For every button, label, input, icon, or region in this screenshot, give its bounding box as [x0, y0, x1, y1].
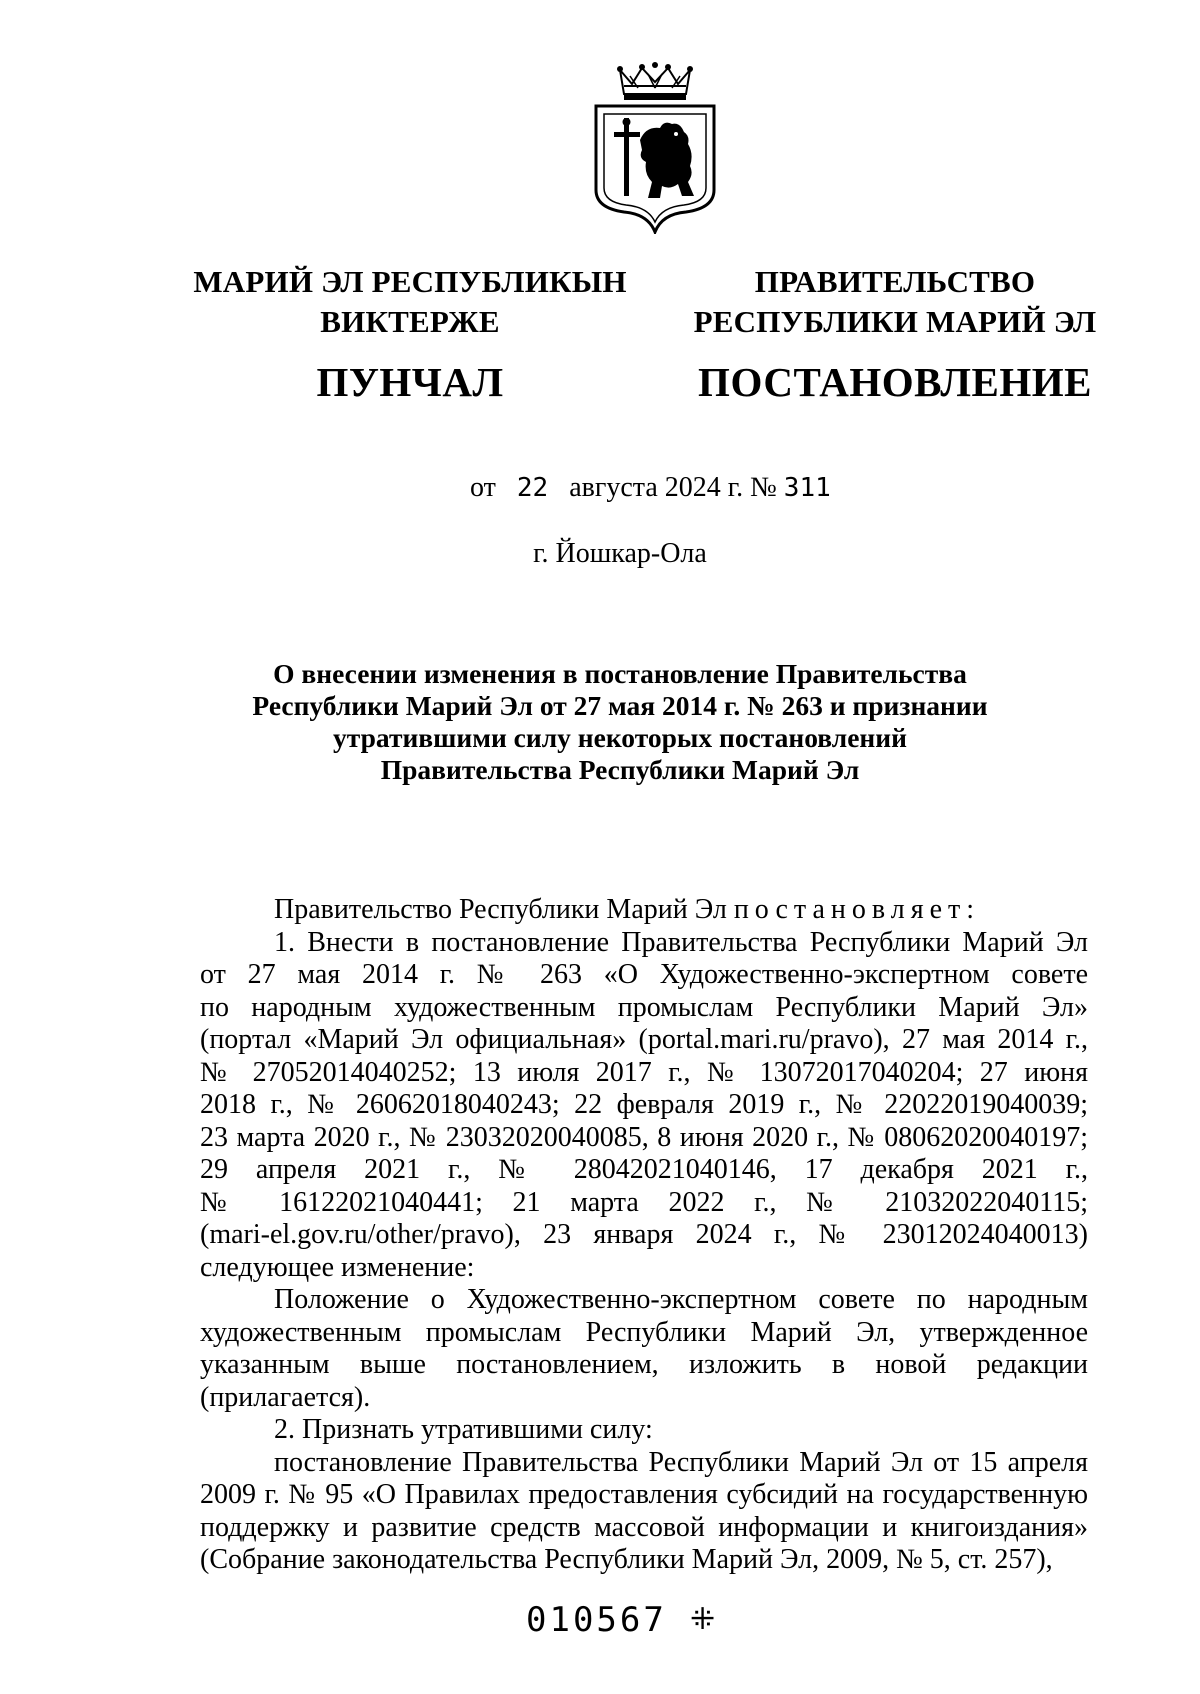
title-line: Республики Марий Эл от 27 мая 2014 г. № 263 и признании	[252, 690, 988, 721]
date-prefix: от	[470, 472, 496, 503]
item1-line: (mari-el.gov.ru/other/pravo), 23 января 2024 г., № 23012024040013)	[200, 1219, 1088, 1250]
document-number: 311	[783, 473, 831, 503]
date-day: 22	[516, 473, 549, 503]
intro-text: Правительство Республики Марий Эл	[274, 894, 727, 925]
item2-heading: 2. Признать утратившими силу:	[274, 1414, 653, 1445]
header-right-line1: ПРАВИТЕЛЬСТВО	[754, 264, 1036, 299]
item1-line: № 16122021040441; 21 марта 2022 г., № 21032022040115;	[200, 1186, 1088, 1218]
item1-line: следующее изменение:	[200, 1251, 475, 1283]
item1-text: Положение о Художественно-экспертном совете по народным художественным промыслам Республики Марий Эл, утвержденное указанным выше постановлением, изложить в новой редакции (прилагается).	[200, 1284, 1088, 1413]
date-month-year: августа 2024 г. №	[569, 472, 777, 503]
header-left-line1: МАРИЙ ЭЛ РЕСПУБЛИКЫН	[193, 264, 627, 299]
item1-line: № 27052014040252; 13 июля 2017 г., № 13072017040204; 27 июня	[200, 1056, 1088, 1088]
header-right-line2: РЕСПУБЛИКИ МАРИЙ ЭЛ	[693, 304, 1097, 339]
security-mark-icon: ⁜	[690, 1603, 716, 1636]
item1-line: по народным художественным промыслам Республики Марий Эл»	[200, 991, 1088, 1023]
document-title	[200, 658, 1040, 786]
item1-line: 1. Внести в постановление Правительства Республики Марий Эл	[274, 926, 1088, 958]
document-date-line	[470, 472, 831, 504]
title-line: О внесении изменения в постановление Правительства	[273, 658, 967, 689]
item2-text: постановление Правительства Республики Марий Эл от 15 апреля 2009 г. № 95 «О Правилах предоставления субсидий на государственную поддержку и развитие средств массовой информации и книгоиздания» (Собрание законодательства Республики Марий Эл, 2009, № 5, ст. 257),	[200, 1446, 1088, 1575]
title-line: утратившими силу некоторых постановлений	[333, 722, 907, 753]
item1-line: (портал «Марий Эл официальная» (portal.mari.ru/pravo), 27 мая 2014 г.,	[200, 1024, 1088, 1055]
intro-spaced-word: постановляет:	[733, 894, 981, 925]
form-serial-number: 010567	[526, 1600, 667, 1640]
document-city: г. Йошкар-Ола	[533, 538, 707, 569]
header-left-doc-type: ПУНЧАЛ	[316, 359, 504, 405]
header-left-line2: ВИКТЕРЖЕ	[320, 304, 500, 339]
coat-of-arms-icon	[590, 62, 720, 234]
item1-line: 23 марта 2020 г., № 23032020040085, 8 июня 2020 г., № 08062020040197;	[200, 1121, 1088, 1153]
header-right-doc-type: ПОСТАНОВЛЕНИЕ	[698, 359, 1092, 405]
header-left	[190, 262, 630, 408]
item1-line: 29 апреля 2021 г., № 28042021040146, 17 декабря 2021 г.,	[200, 1154, 1088, 1185]
item1-line: от 27 мая 2014 г. № 263 «О Художественно-экспертном совете	[200, 959, 1088, 990]
intro-paragraph	[200, 894, 1088, 927]
document-body	[200, 894, 1088, 1577]
item1-line: 2018 г., № 26062018040243; 22 февраля 2019 г., № 22022019040039;	[200, 1089, 1088, 1120]
header-right	[690, 262, 1100, 408]
title-line: Правительства Республики Марий Эл	[380, 754, 860, 785]
